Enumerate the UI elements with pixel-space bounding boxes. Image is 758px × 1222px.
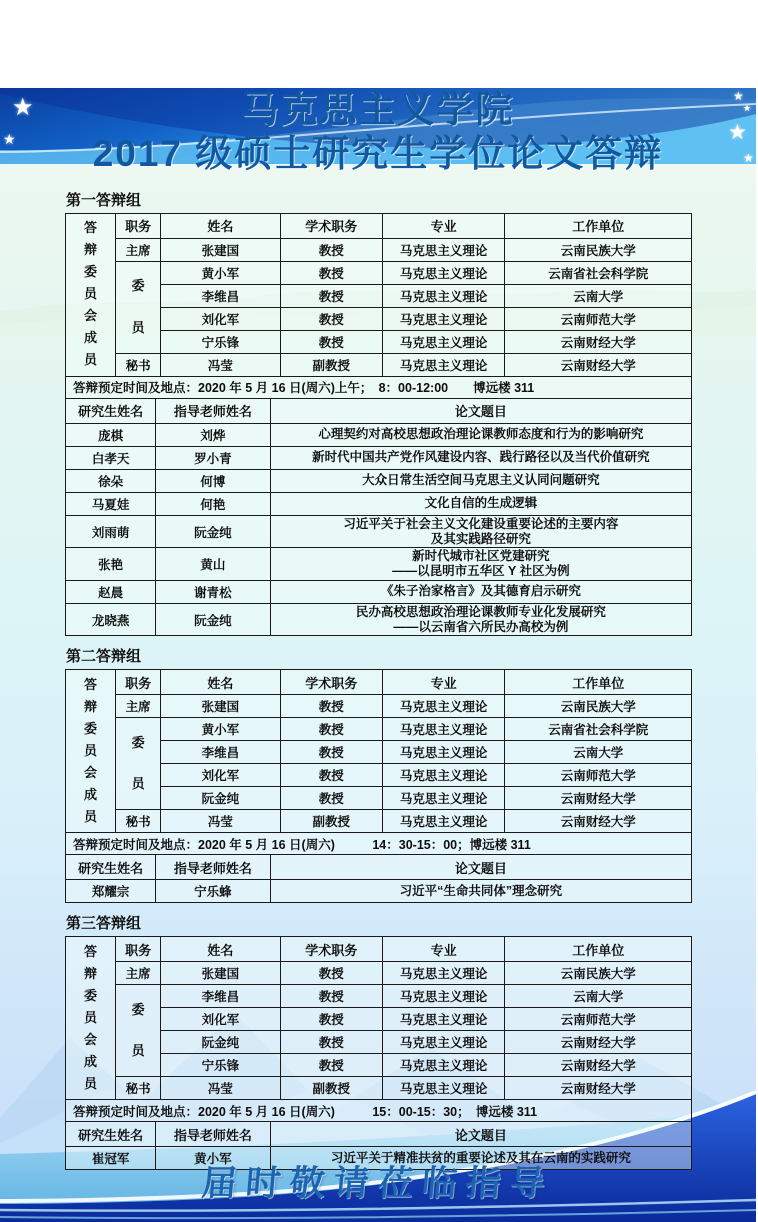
star-icon: ★ — [743, 103, 752, 113]
header-cell: 职务 — [116, 670, 161, 695]
member-name-cell: 张建国 — [161, 962, 281, 985]
committee-side-label: 答 辩 委 员 会 成 员 — [66, 213, 116, 376]
member-title-cell: 教授 — [280, 238, 382, 261]
member-name-cell: 李维昌 — [161, 284, 281, 307]
main-title-line1: 马克思主义学院 — [241, 89, 515, 130]
member-org-cell: 云南民族大学 — [505, 962, 692, 985]
member-major-cell: 马克思主义理论 — [382, 695, 505, 718]
header-cell: 学术职务 — [280, 937, 382, 962]
student-row — [66, 423, 692, 446]
student-row — [66, 492, 692, 515]
group-title: 第二答辩组 — [66, 648, 142, 666]
student-header-row — [66, 1122, 692, 1147]
header-cell: 研究生姓名 — [66, 1122, 156, 1147]
schedule-row — [66, 1100, 692, 1122]
member-org-cell: 云南民族大学 — [505, 695, 692, 718]
committee-row — [66, 718, 692, 741]
defense-group-2 — [65, 645, 692, 903]
committee-row — [66, 962, 692, 985]
schedule-row — [66, 833, 692, 855]
member-org-cell: 云南大学 — [505, 985, 692, 1008]
member-major-cell: 马克思主义理论 — [382, 985, 505, 1008]
member-name-cell: 张建国 — [161, 238, 281, 261]
thesis-cell: 习近平关于精准扶贫的重要论述及其在云南的实践研究 — [270, 1147, 691, 1170]
member-major-cell: 马克思主义理论 — [382, 330, 505, 353]
header-cell: 专业 — [382, 670, 505, 695]
committee-row — [66, 810, 692, 833]
role-cell: 委 员 — [116, 261, 161, 353]
student-name-cell: 崔冠军 — [66, 1147, 156, 1170]
thesis-cell: 民办高校思想政治理论课教师专业化发展研究 ——以云南省六所民办高校为例 — [270, 603, 691, 636]
committee-row — [66, 238, 692, 261]
thesis-cell: 心理契约对高校思想政治理论课教师态度和行为的影响研究 — [270, 423, 691, 446]
thesis-cell: 习近平关于社会主义文化建设重要论述的主要内容 及其实践路径研究 — [270, 515, 691, 548]
student-name-cell: 龙晓燕 — [66, 603, 156, 636]
advisor-cell: 黄小军 — [156, 1147, 271, 1170]
advisor-cell: 何博 — [156, 469, 271, 492]
advisor-cell: 阮金纯 — [156, 515, 271, 548]
member-name-cell: 李维昌 — [161, 741, 281, 764]
committee-header-row — [66, 213, 692, 238]
header-cell: 指导老师姓名 — [156, 1122, 271, 1147]
thesis-cell: 新时代中国共产党作风建设内容、践行路径以及当代价值研究 — [270, 446, 691, 469]
star-icon: ★ — [743, 151, 754, 165]
member-title-cell: 教授 — [280, 787, 382, 810]
member-major-cell: 马克思主义理论 — [382, 1077, 505, 1100]
student-table — [65, 398, 692, 637]
role-cell: 秘书 — [116, 1077, 161, 1100]
member-major-cell: 马克思主义理论 — [382, 238, 505, 261]
member-org-cell: 云南师范大学 — [505, 1008, 692, 1031]
member-name-cell: 阮金纯 — [161, 1031, 281, 1054]
member-name-cell: 阮金纯 — [161, 787, 281, 810]
header-cell: 研究生姓名 — [66, 855, 156, 880]
member-major-cell: 马克思主义理论 — [382, 962, 505, 985]
star-icon: ★ — [733, 89, 744, 103]
header-cell: 工作单位 — [505, 670, 692, 695]
member-org-cell: 云南省社会科学院 — [505, 261, 692, 284]
header-cell: 工作单位 — [505, 213, 692, 238]
committee-header-row — [66, 670, 692, 695]
role-cell: 秘书 — [116, 353, 161, 376]
member-major-cell: 马克思主义理论 — [382, 1054, 505, 1077]
role-cell: 委 员 — [116, 985, 161, 1077]
member-title-cell: 教授 — [280, 261, 382, 284]
member-major-cell: 马克思主义理论 — [382, 741, 505, 764]
student-row — [66, 469, 692, 492]
member-name-cell: 张建国 — [161, 695, 281, 718]
advisor-cell: 黄山 — [156, 548, 271, 581]
thesis-cell: 习近平“生命共同体”理念研究 — [270, 880, 691, 903]
member-title-cell: 教授 — [280, 1054, 382, 1077]
header-cell: 专业 — [382, 937, 505, 962]
schedule-cell: 答辩预定时间及地点：2020 年 5 月 16 日(周六)上午； 8：00-12:00 博远楼 311 — [66, 376, 692, 398]
header-cell: 职务 — [116, 937, 161, 962]
role-cell: 主席 — [116, 695, 161, 718]
member-title-cell: 副教授 — [280, 353, 382, 376]
advisor-cell: 宁乐蜂 — [156, 880, 271, 903]
member-major-cell: 马克思主义理论 — [382, 764, 505, 787]
member-org-cell: 云南大学 — [505, 284, 692, 307]
member-major-cell: 马克思主义理论 — [382, 307, 505, 330]
page-root — [0, 88, 756, 1222]
member-name-cell: 李维昌 — [161, 985, 281, 1008]
role-cell: 主席 — [116, 962, 161, 985]
committee-side-label: 答 辩 委 员 会 成 员 — [66, 937, 116, 1100]
member-org-cell: 云南财经大学 — [505, 353, 692, 376]
member-name-cell: 刘化军 — [161, 1008, 281, 1031]
committee-row — [66, 353, 692, 376]
header-cell: 工作单位 — [505, 937, 692, 962]
header-cell: 姓名 — [161, 937, 281, 962]
student-name-cell: 郑耀宗 — [66, 880, 156, 903]
header-cell: 职务 — [116, 213, 161, 238]
defense-group-1 — [65, 189, 692, 637]
student-row — [66, 515, 692, 548]
header-cell: 学术职务 — [280, 670, 382, 695]
student-name-cell: 白孝天 — [66, 446, 156, 469]
schedule-cell: 答辩预定时间及地点：2020 年 5 月 16 日(周六) 14：30-15：00；博远楼 311 — [66, 833, 692, 855]
student-name-cell: 刘雨萌 — [66, 515, 156, 548]
member-title-cell: 教授 — [280, 330, 382, 353]
role-cell: 委 员 — [116, 718, 161, 810]
committee-table — [65, 213, 692, 399]
main-title-line2: 2017 级硕士研究生学位论文答辩 — [92, 133, 664, 175]
member-title-cell: 教授 — [280, 1031, 382, 1054]
member-title-cell: 教授 — [280, 764, 382, 787]
committee-row — [66, 985, 692, 1008]
thesis-cell: 文化自信的生成逻辑 — [270, 492, 691, 515]
member-name-cell: 宁乐锋 — [161, 330, 281, 353]
member-name-cell: 冯莹 — [161, 810, 281, 833]
member-title-cell: 副教授 — [280, 1077, 382, 1100]
advisor-cell: 何艳 — [156, 492, 271, 515]
student-name-cell: 赵晨 — [66, 580, 156, 603]
member-major-cell: 马克思主义理论 — [382, 1008, 505, 1031]
header-cell: 指导老师姓名 — [156, 855, 271, 880]
member-org-cell: 云南大学 — [505, 741, 692, 764]
member-title-cell: 教授 — [280, 741, 382, 764]
student-table — [65, 854, 692, 903]
star-icon: ★ — [3, 131, 16, 147]
member-title-cell: 副教授 — [280, 810, 382, 833]
student-name-cell: 马夏娃 — [66, 492, 156, 515]
member-name-cell: 宁乐锋 — [161, 1054, 281, 1077]
header-cell: 论文题目 — [270, 855, 691, 880]
defense-group-3 — [65, 912, 692, 1170]
member-name-cell: 刘化军 — [161, 764, 281, 787]
student-name-cell: 张艳 — [66, 548, 156, 581]
member-title-cell: 教授 — [280, 1008, 382, 1031]
thesis-cell: 大众日常生活空间马克思主义认同问题研究 — [270, 469, 691, 492]
header-cell: 姓名 — [161, 670, 281, 695]
header-cell: 专业 — [382, 213, 505, 238]
star-icon: ★ — [12, 94, 34, 121]
member-major-cell: 马克思主义理论 — [382, 810, 505, 833]
member-major-cell: 马克思主义理论 — [382, 353, 505, 376]
member-title-cell: 教授 — [280, 284, 382, 307]
member-name-cell: 黄小军 — [161, 261, 281, 284]
header-cell: 论文题目 — [270, 1122, 691, 1147]
member-org-cell: 云南省社会科学院 — [505, 718, 692, 741]
member-major-cell: 马克思主义理论 — [382, 718, 505, 741]
header-cell: 论文题目 — [270, 398, 691, 423]
student-header-row — [66, 398, 692, 423]
student-name-cell: 徐朵 — [66, 469, 156, 492]
role-cell: 主席 — [116, 238, 161, 261]
member-title-cell: 教授 — [280, 307, 382, 330]
member-major-cell: 马克思主义理论 — [382, 1031, 505, 1054]
star-icon: ★ — [728, 121, 747, 144]
student-row — [66, 880, 692, 903]
committee-table — [65, 669, 692, 855]
member-title-cell: 教授 — [280, 962, 382, 985]
thesis-cell: 新时代城市社区党建研究 ——以昆明市五华区 Y 社区为例 — [270, 548, 691, 581]
member-title-cell: 教授 — [280, 985, 382, 1008]
student-row — [66, 603, 692, 636]
member-org-cell: 云南财经大学 — [505, 1054, 692, 1077]
schedule-row — [66, 376, 692, 398]
member-org-cell: 云南财经大学 — [505, 810, 692, 833]
student-header-row — [66, 855, 692, 880]
thesis-cell: 《朱子治家格言》及其德育启示研究 — [270, 580, 691, 603]
title-block — [0, 88, 756, 177]
group-title: 第三答辩组 — [66, 915, 142, 933]
member-name-cell: 冯莹 — [161, 1077, 281, 1100]
committee-header-row — [66, 937, 692, 962]
schedule-cell: 答辩预定时间及地点：2020 年 5 月 16 日(周六) 15：00-15：30； 博远楼 311 — [66, 1100, 692, 1122]
committee-row — [66, 695, 692, 718]
member-org-cell: 云南师范大学 — [505, 764, 692, 787]
committee-row — [66, 1077, 692, 1100]
member-org-cell: 云南财经大学 — [505, 1077, 692, 1100]
member-name-cell: 刘化军 — [161, 307, 281, 330]
committee-table — [65, 936, 692, 1122]
member-major-cell: 马克思主义理论 — [382, 284, 505, 307]
member-major-cell: 马克思主义理论 — [382, 787, 505, 810]
advisor-cell: 谢青松 — [156, 580, 271, 603]
member-org-cell: 云南财经大学 — [505, 330, 692, 353]
student-row — [66, 446, 692, 469]
member-org-cell: 云南民族大学 — [505, 238, 692, 261]
member-name-cell: 黄小军 — [161, 718, 281, 741]
member-name-cell: 冯莹 — [161, 353, 281, 376]
student-row — [66, 580, 692, 603]
header-cell: 学术职务 — [280, 213, 382, 238]
student-name-cell: 庞棋 — [66, 423, 156, 446]
header-cell: 指导老师姓名 — [156, 398, 271, 423]
committee-side-label: 答 辩 委 员 会 成 员 — [66, 670, 116, 833]
member-org-cell: 云南财经大学 — [505, 1031, 692, 1054]
member-title-cell: 教授 — [280, 718, 382, 741]
groups-container — [0, 177, 756, 1171]
advisor-cell: 刘烨 — [156, 423, 271, 446]
role-cell: 秘书 — [116, 810, 161, 833]
member-org-cell: 云南师范大学 — [505, 307, 692, 330]
member-title-cell: 教授 — [280, 695, 382, 718]
footer-invite-text: 届时敬请莅临指导 — [200, 1164, 556, 1203]
group-title: 第一答辩组 — [66, 191, 142, 209]
student-row — [66, 548, 692, 581]
header-cell: 研究生姓名 — [66, 398, 156, 423]
member-org-cell: 云南财经大学 — [505, 787, 692, 810]
member-major-cell: 马克思主义理论 — [382, 261, 505, 284]
header-cell: 姓名 — [161, 213, 281, 238]
committee-row — [66, 261, 692, 284]
advisor-cell: 阮金纯 — [156, 603, 271, 636]
advisor-cell: 罗小青 — [156, 446, 271, 469]
